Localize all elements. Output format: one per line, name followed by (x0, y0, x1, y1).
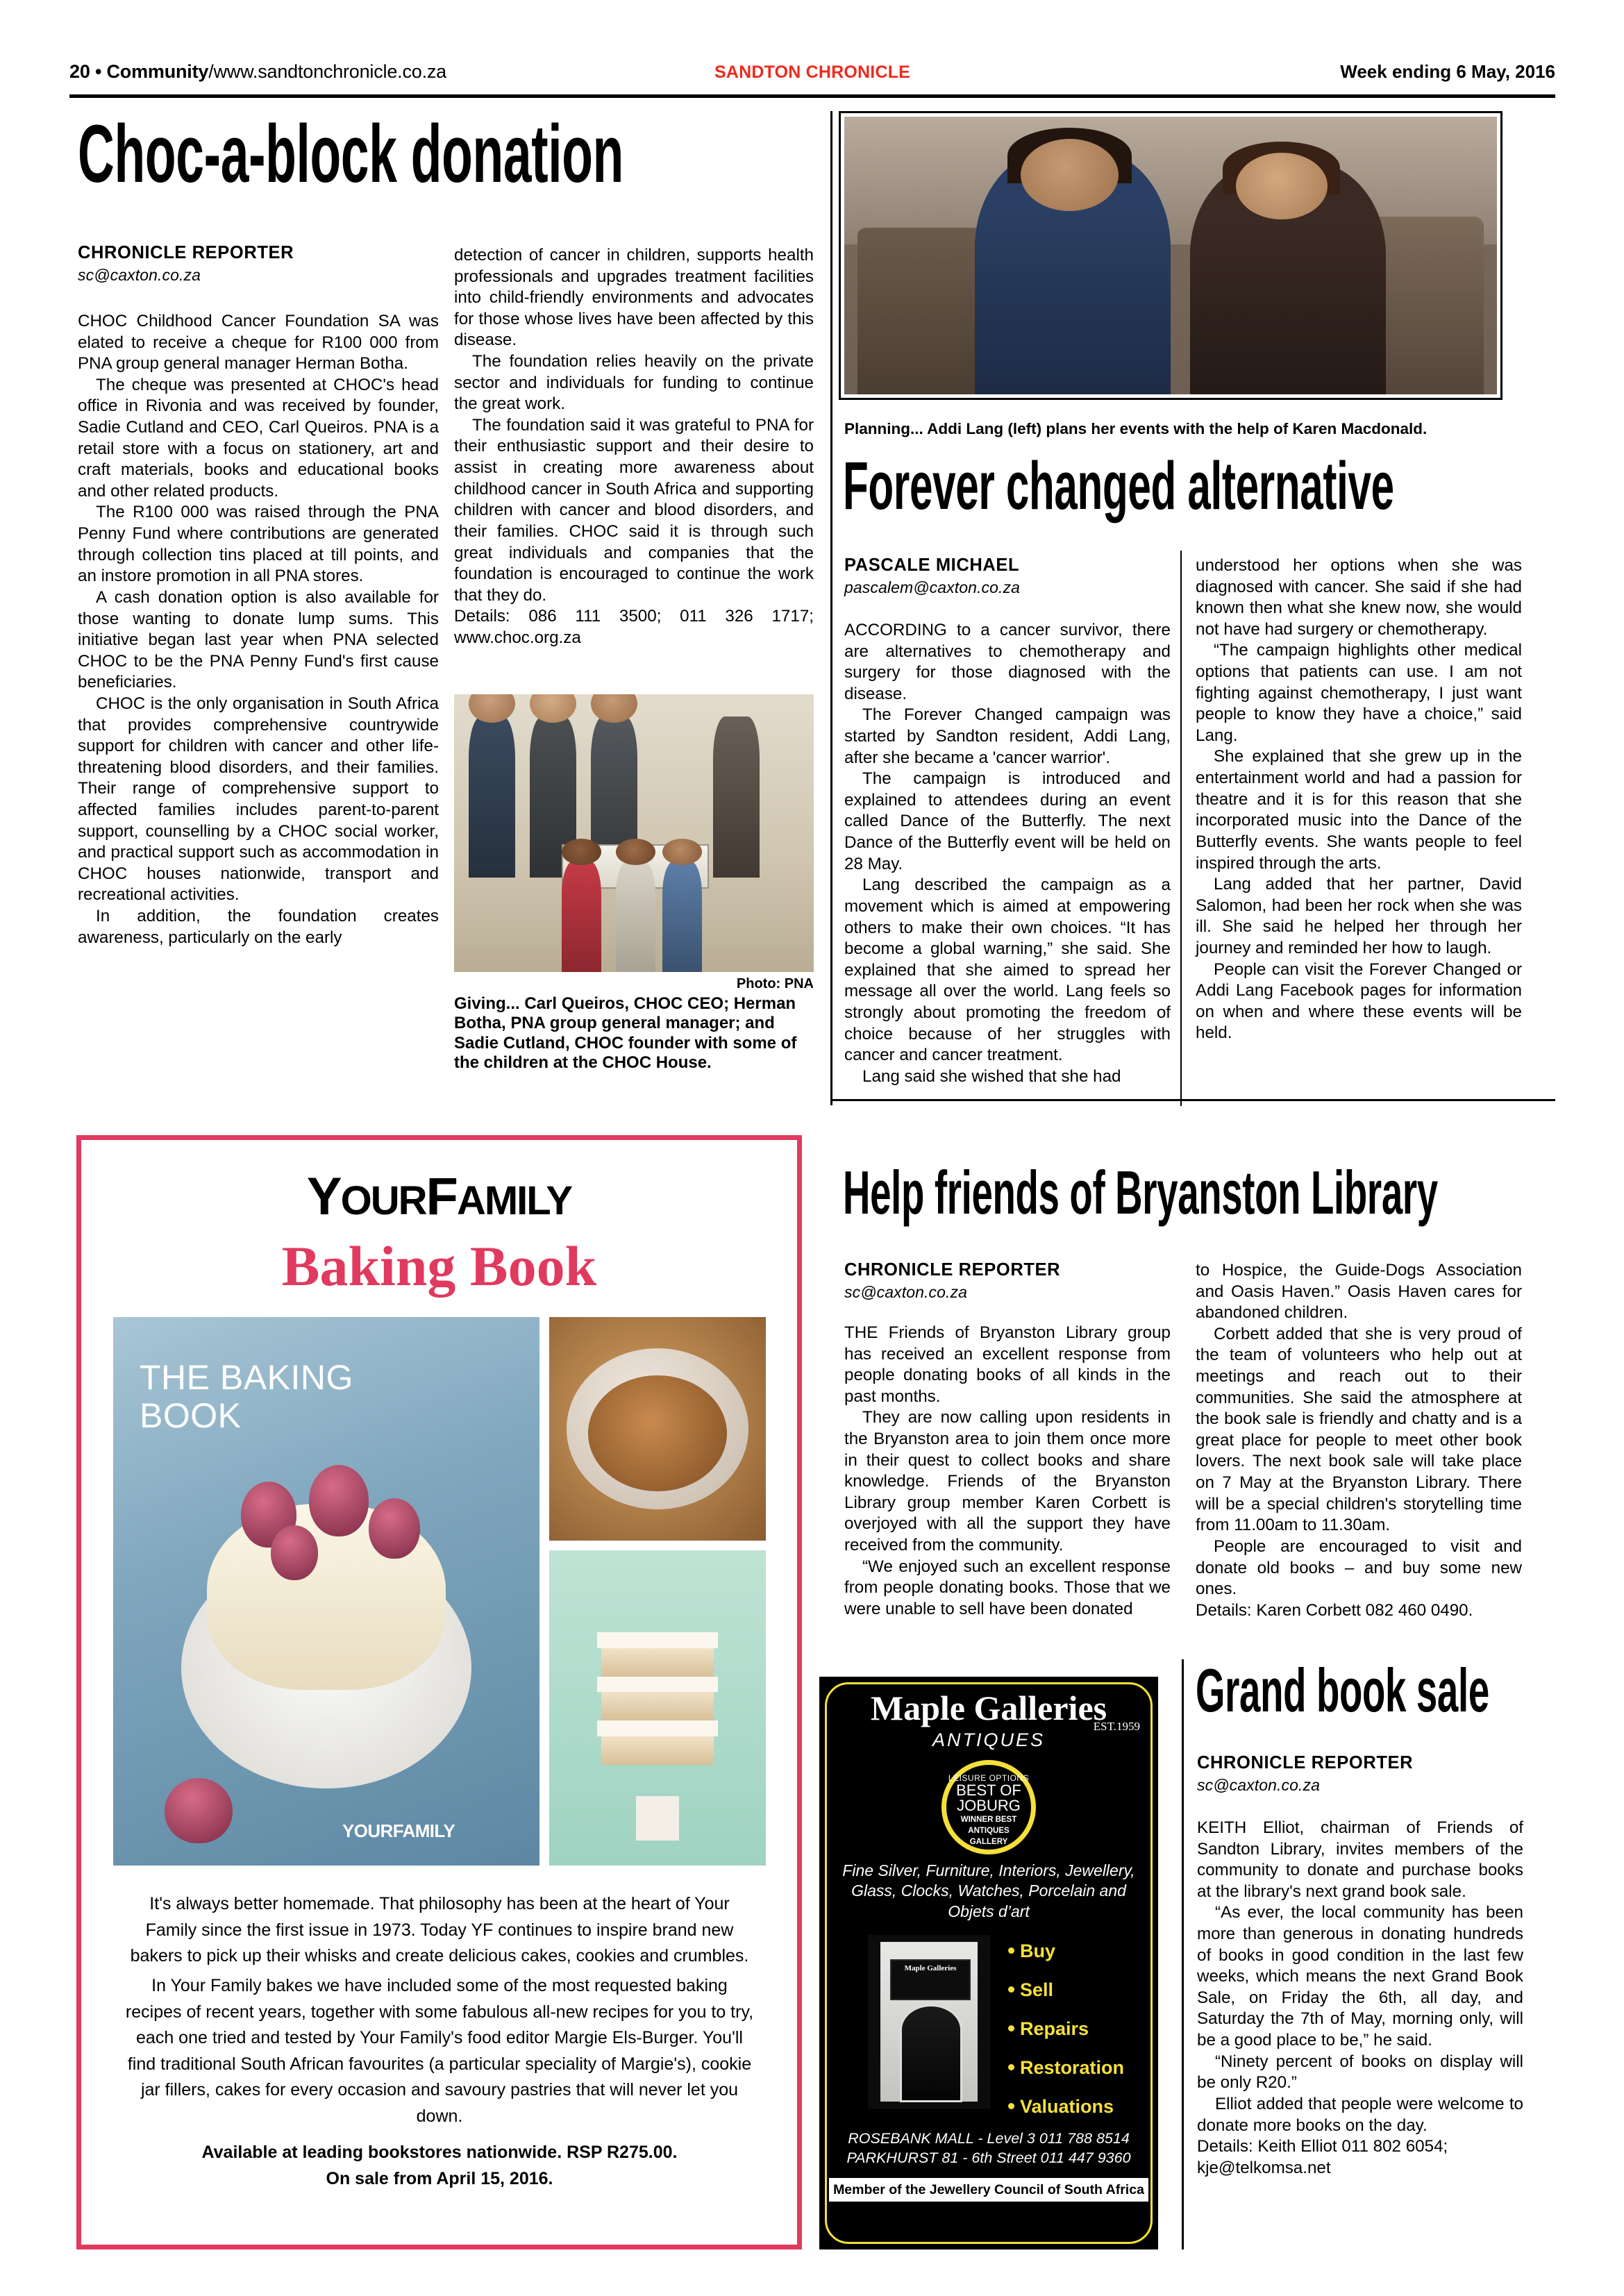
services-list (1008, 1941, 1124, 2135)
paragraph: People can visit the Forever Changed or Addi Lang Facebook pages for information on when and where these events will be held. (1196, 960, 1522, 1043)
service-item (1008, 1979, 1124, 2001)
article2-headline: Forever changed alternative (843, 448, 1394, 523)
article1-headline: Choc-a-block donation (78, 108, 624, 200)
paragraph: CHOC Childhood Cancer Foundation SA was elated to receive a cheque for R100 000 from PNA group general manager Herman Botha. (78, 312, 439, 374)
article2-column-2 (1196, 555, 1522, 1044)
ad-availability (123, 2140, 756, 2192)
your-family-logo (81, 1166, 797, 1227)
service-item (1008, 2096, 1124, 2118)
paragraph: Lang said she wished that she had (862, 1066, 1121, 1086)
article1-details: Details: 086 111 3500; 011 326 1717; www.choc.org.za (454, 607, 814, 647)
established-year: EST.1959 (1093, 1720, 1140, 1733)
article2-photo (844, 117, 1497, 394)
ad-body-paragraph-1: It's always better homemade. That philosophy has been at the heart of Your Family since the first issue in 1973. Today YF continues to inspire brand new bakers to pick up their whisks and create delicious cakes, cookies and crumbles. (130, 1894, 749, 1966)
paragraph: The foundation said it was grateful to PNA for their enthusiastic support and their desire to assist in creating more awareness about childhood cancer in South Africa and supporting children with cancer and blood disorders, and their families. CHOC said it is through such great individuals and companies that the foundation is encouraged to continue the work that they do. (454, 415, 814, 605)
masthead-website: /www.sandtonchronicle.co.za (208, 61, 446, 82)
article3-column-1 (844, 1323, 1171, 1620)
article3-email[interactable]: sc@caxton.co.za (844, 1283, 967, 1301)
paragraph: “We enjoyed such an excellent response from people donating books. Those that we were unable to sell have been donated (844, 1557, 1171, 1618)
service-label: Restoration (1020, 2057, 1125, 2078)
service-item (1008, 1941, 1124, 1962)
horizontal-divider (830, 1099, 1555, 1101)
service-label: Repairs (1020, 2018, 1089, 2039)
article1-photo-credit: Photo: PNA (736, 976, 814, 991)
masthead-rule (69, 94, 1555, 98)
cover-title-line1: THE BAKING (140, 1358, 353, 1397)
advertisement-your-family[interactable] (76, 1135, 802, 2249)
paragraph: The campaign is introduced and explained to attendees during an event called Dance of the Butterfly. The next Dance of the Butterfly event will be held on 28 May. (844, 769, 1171, 873)
article4-details-line2: kje@telkomsa.net (1197, 2158, 1331, 2177)
ad-availability-line1: Available at leading bookstores nationwide. RSP R275.00. (201, 2143, 678, 2162)
bullet-icon (1008, 1986, 1014, 1993)
vertical-divider (1182, 1659, 1184, 2249)
article3-headline: Help friends of Bryanston Library (843, 1158, 1438, 1227)
cover-title (140, 1359, 353, 1435)
article4-byline: CHRONICLE REPORTER (1197, 1753, 1414, 1773)
best-of-joburg-badge (941, 1760, 1036, 1854)
book-cover-image (113, 1317, 539, 1866)
paragraph: They are now calling upon residents in the Bryanston area to join them once more in their quest to collect books and share knowledge. Friends of the Bryanston Library group member Karen Corbett is overjoyed with all the support they have received from the community. (844, 1408, 1171, 1555)
article1-photo-caption: Giving... Carl Queiros, CHOC CEO; Herman Botha, PNA group general manager; and Sadie Cutland, CHOC founder with some of the children at the CHOC House. (454, 994, 797, 1072)
paragraph: In addition, the foundation creates awareness, particularly on the early (78, 907, 439, 947)
paragraph: “The campaign highlights other medical options that patients can use. I am not fighting against chemotherapy, I just want people to know they have a choice,” said Lang. (1196, 641, 1522, 745)
article2-email[interactable]: pascalem@caxton.co.za (844, 578, 1021, 596)
badge-line-4: WINNER BEST (960, 1816, 1017, 1824)
paragraph: KEITH Elliot, chairman of Friends of Sandton Library, invites members of the community to donate and purchase books at the library's next grand book sale. (1197, 1818, 1523, 1901)
article1-email[interactable]: sc@caxton.co.za (78, 266, 201, 284)
bullet-icon (1008, 2025, 1014, 2031)
ad-address (829, 2129, 1148, 2168)
service-label: Sell (1020, 1979, 1054, 2000)
paragraph: detection of cancer in children, supports health professionals and upgrades treatment facilities into child-friendly environments and advocates for those whose lives have been affected by this disease. (454, 246, 814, 350)
publication-name: SANDTON CHRONICLE (714, 62, 911, 82)
article3-byline: CHRONICLE REPORTER (844, 1260, 1061, 1280)
maple-galleries-title: Maple Galleries (870, 1689, 1107, 1727)
article1-photo (454, 694, 814, 972)
ad-availability-line2: On sale from April 15, 2016. (326, 2168, 553, 2188)
storefront-sign-text: Maple Galleries (904, 1964, 957, 1972)
paragraph: People are encouraged to visit and donate old books – and buy some new ones. (1196, 1536, 1522, 1599)
ad-description: Fine Silver, Furniture, Interiors, Jewellery, Glass, Clocks, Watches, Porcelain and Objets d’art (842, 1861, 1135, 1920)
article1-byline: CHRONICLE REPORTER (78, 243, 294, 262)
logo-letter-f: F (426, 1167, 457, 1226)
paragraph: ACCORDING to a cancer survivor, there are alternatives to chemotherapy and surgery for those diagnosed with the disease. (844, 621, 1171, 703)
ad-image-group (113, 1317, 766, 1866)
paragraph: The Forever Changed campaign was started by Sandton resident, Addi Lang, after she became a 'cancer warrior'. (844, 705, 1171, 767)
logo-letter-y: Y (306, 1167, 341, 1226)
vertical-divider (830, 111, 832, 1105)
bullet-icon (1008, 1947, 1014, 1954)
cover-title-line2: BOOK (140, 1396, 242, 1435)
paragraph: Elliot added that people were welcome to donate more books on the day. (1197, 2094, 1523, 2135)
article4-headline: Grand book sale (1196, 1656, 1489, 1725)
article4-details-line1: Details: Keith Elliot 011 802 6054; (1197, 2137, 1448, 2156)
article1-column-2 (454, 245, 814, 649)
badge-line-6: GALLERY (969, 1837, 1008, 1846)
article2-column-1 (844, 620, 1171, 1087)
advertisement-maple-galleries[interactable] (819, 1677, 1158, 2249)
logo-text-amily: AMILY (456, 1178, 572, 1223)
storefront-sign (890, 1959, 971, 2000)
paragraph: Lang added that her partner, David Salomon, had been her rock when she was ill. She said he helped her through her journey and reminded her how to laugh. (1196, 875, 1522, 957)
ad-body-paragraph-2: In Your Family bakes we have included some of the most requested baking recipes of recent years, together with some fabulous all-new recipes for you to try, each one tried and tested by Your Family's food editor Margie Els-Burger. You'll find traditional South African favourites (a particular speciality of Margie's), cookie jar fillers, cakes for every occasion and savoury pastries that will never let you down. (125, 1976, 754, 2126)
issue-date: Week ending 6 May, 2016 (1340, 61, 1555, 82)
layer-cake-image (549, 1550, 766, 1866)
address-line-1: ROSEBANK MALL - Level 3 011 788 8514 (848, 2130, 1130, 2147)
paragraph: “Ninety percent of books on display will be only R20.” (1197, 2052, 1523, 2093)
paragraph: to Hospice, the Guide-Dogs Association and Oasis Haven.” Oasis Haven cares for abandoned children. (1196, 1261, 1522, 1323)
paragraph: CHOC is the only organisation in South Africa that provides comprehensive countrywide support for children with cancer and other life-threatening blood disorders, and their families. Their range of comprehensive support to affected families includes parent-to-parent support, counselling by a CHOC social worker, and practical support such as accommodation in CHOC houses nationwide, transport and recreational activities. (78, 694, 439, 905)
badge-line-5: ANTIQUES (968, 1826, 1010, 1835)
service-label: Valuations (1020, 2096, 1114, 2117)
address-line-2: PARKHURST 81 - 6th Street 011 447 9360 (846, 2149, 1131, 2166)
badge-line-2: BEST OF (956, 1782, 1021, 1799)
paragraph: A cash donation option is also available for those wanting to donate lump sums. This initiative began last year when PNA selected CHOC to be the PNA Penny Fund's first cause beneficiaries. (78, 587, 439, 692)
paragraph: Lang described the campaign as a movement which is aimed at empowering others to make their own choices. “It has become a global warning,” she said. She explained that she aimed to spread her message all over the world. Lang feels so strongly about promoting the freedom of choice because of her struggles with cancer and cancer treatment. (844, 875, 1171, 1065)
bullet-icon (1008, 2103, 1014, 2109)
paragraph: The R100 000 was raised through the PNA Penny Fund where contributions are generated through collection tins placed at till points, and an instore promotion in all PNA stores. (78, 503, 439, 586)
masthead (69, 61, 1555, 93)
logo-text-our: OUR (340, 1178, 426, 1223)
article2-photo-caption: Planning... Addi Lang (left) plans her events with the help of Karen Macdonald. (844, 420, 1428, 437)
storefront-photo (868, 1935, 990, 2109)
bullet-icon (1008, 2064, 1014, 2070)
pudding-image (549, 1317, 766, 1541)
paragraph: THE Friends of Bryanston Library group has received an excellent response from people donating books of all kinds in the past months. (844, 1323, 1171, 1406)
paragraph: The foundation relies heavily on the private sector and individuals for funding to continue the great work. (454, 352, 814, 414)
article4-column-1 (1197, 1818, 1523, 2179)
paragraph: understood her options when she was diagnosed with cancer. She said if she had known then what she knew now, she would not have had surgery or chemotherapy. (1196, 556, 1522, 639)
membership-note: Member of the Jewellery Council of South Africa (829, 2178, 1148, 2202)
article2-byline: PASCALE MICHAEL (844, 555, 1020, 575)
badge-line-1: LEISURE OPTIONS (948, 1773, 1030, 1783)
paragraph: The cheque was presented at CHOC's head office in Rivonia and was received by founder, Sadie Cutland and CEO, Carl Queiros. PNA is a retail store with a focus on stationery, art and craft materials, books and educational books and other related products. (78, 375, 439, 501)
article3-details: Details: Karen Corbett 082 460 0490. (1196, 1600, 1473, 1620)
service-item (1008, 2018, 1124, 2040)
article1-column-1 (78, 311, 439, 948)
vertical-divider (1180, 551, 1182, 1106)
section-name: Community (106, 61, 209, 82)
service-item (1008, 2057, 1124, 2079)
ad-subtitle: Baking Book (281, 1234, 597, 1298)
ad-subtitle: ANTIQUES (932, 1729, 1046, 1750)
paragraph: She explained that she grew up in the entertainment world and had a passion for theatre and it is for this reason that she incorporated music into the Dance of the Butterfly events. She wants people to feel inspired through the arts. (1196, 747, 1522, 873)
page-number: 20 (69, 61, 90, 82)
service-label: Buy (1020, 1941, 1056, 1961)
article3-column-2 (1196, 1260, 1522, 1621)
masthead-left: 20 • Community/www.sandtonchronicle.co.za (69, 61, 446, 82)
paragraph: Corbett added that she is very proud of the team of volunteers who help out at meetings and reach out to their communities. She said the atmosphere at the book sale is friendly and chatty and is a great place for people to meet other book lovers. The next book sale will take place on 7 May at the Bryanston Library. There will be a special children's storytelling time from 11.00am to 11.30am. (1196, 1324, 1522, 1535)
badge-line-3: JOBURG (957, 1797, 1021, 1814)
article4-email[interactable]: sc@caxton.co.za (1197, 1776, 1320, 1794)
cover-brand: YOURFAMILY (342, 1820, 455, 1841)
paragraph: “As ever, the local community has been more than generous in donating hundreds of books in good condition in the last few weeks, which means the next Grand Book Sale, on Friday the 6th, all day, and Saturday the 7th of May, morning only, will be a good place to be,” he said. (1197, 1903, 1523, 2050)
